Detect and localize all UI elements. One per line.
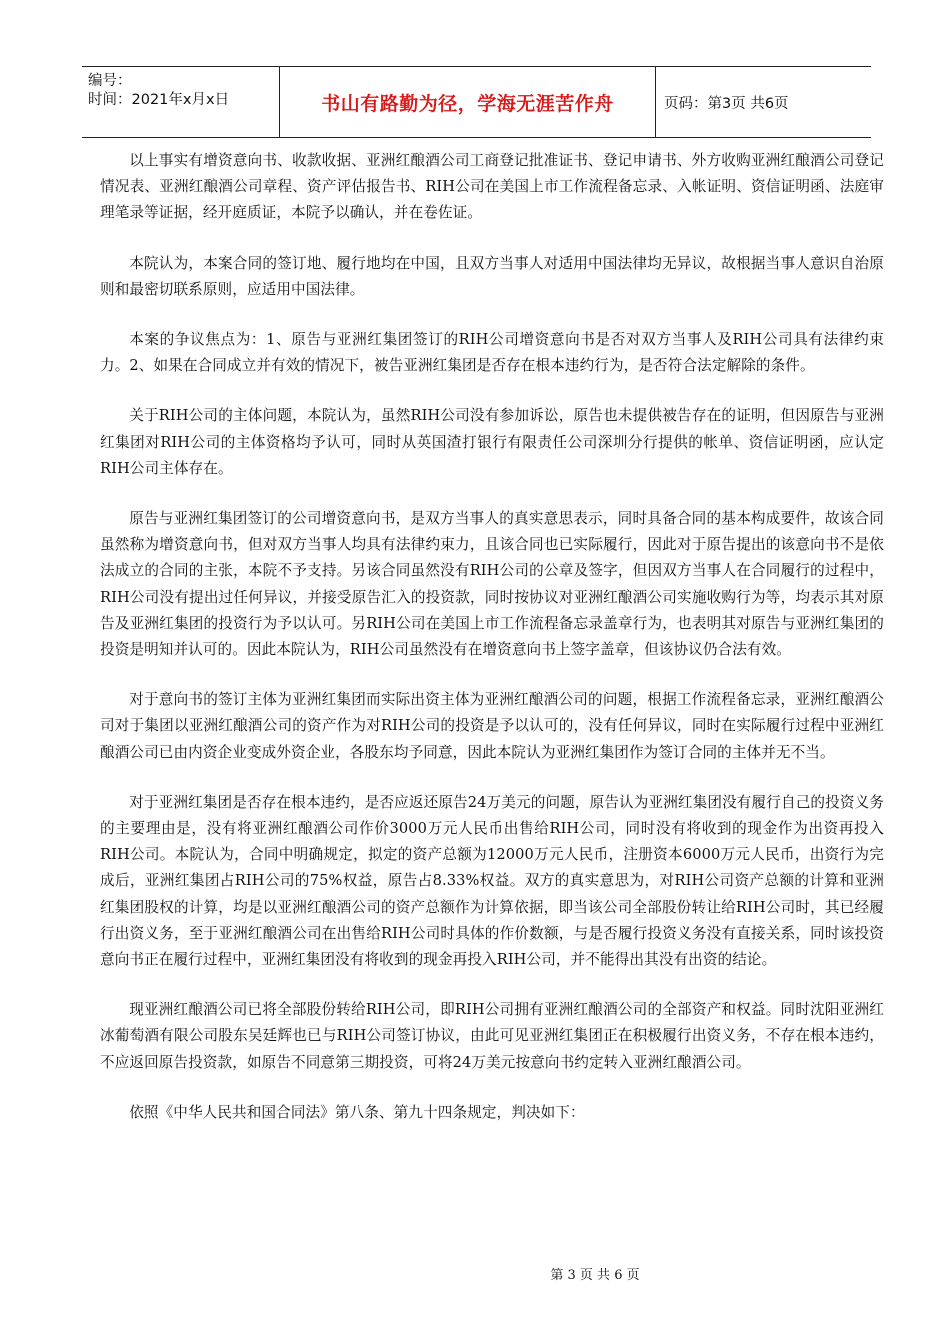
document-time-label: 时间：2021年x月x日 <box>88 92 230 108</box>
paragraph-rih-subject: 关于RIH公司的主体问题，本院认为，虽然RIH公司没有参加诉讼，原告也未提供被告存在的证明，但因原告与亚洲红集团对RIH公司的主体资格均予认可，同时从英国渣打银行有限责任公司深圳分行提供的帐单、资信证明函，应认定RIH公司主体存在。 <box>100 407 884 477</box>
header-motto: 书山有路勤为径，学海无涯苦作舟 <box>280 67 656 137</box>
paragraph-agreement-validity: 原告与亚洲红集团签订的公司增资意向书，是双方当事人的真实意思表示，同时具备合同的基本构成要件，故该合同虽然称为增资意向书，但对双方当事人均具有法律约束力，且该合同也已实际履行，因此对于原告提出的该意向书不是依法成立的合同的主张，本院不予支持。另该合同虽然没有RIH公司的公章及签字，但因双方当事人在合同履行的过程中，RIH公司没有提出过任何异议，并接受原告汇入的投资款，同时按协议对亚洲红酿酒公司实施收购行为等，均表示其对原告及亚洲红集团的投资行为予以认可。另RIH公司在美国上市工作流程备忘录盖章行为，也表明其对原告与亚洲红集团的投资是明知并认可的。因此本院认为，RIH公司虽然没有在增资意向书上签字盖章，但该协议仍合法有效。 <box>100 510 884 659</box>
paragraph-breach-analysis: 对于亚洲红集团是否存在根本违约，是否应返还原告24万美元的问题，原告认为亚洲红集团没有履行自己的投资义务的主要理由是，没有将亚洲红酿酒公司作价3000万元人民币出售给RIH公司，同时没有将收到的现金作为出资再投入RIH公司。本院认为，合同中明确规定，拟定的资产总额为12000万元人民币，注册资本6000万元人民币，出资行为完成后，亚洲红集团占RIH公司的75%权益，原告占8.33%权益。双方的真实意思为，对RIH公司资产总额的计算和亚洲红集团股权的计算，均是以亚洲红酿酒公司的资产总额作为计算依据，即当该公司全部股份转让给RIH公司时，其已经履行出资义务，至于亚洲红酿酒公司在出售给RIH公司时具体的作价数额，与是否履行投资义务没有直接关系，同时该投资意向书正在履行过程中，亚洲红集团没有将收到的现金再投入RIH公司，并不能得出其没有出资的结论。 <box>100 793 884 969</box>
document-body <box>100 148 884 1150</box>
header-info-cell <box>82 67 280 137</box>
paragraph-evidence: 以上事实有增资意向书、收款收据、亚洲红酿酒公司工商登记批准证书、登记申请书、外方收购亚洲红酿酒公司登记情况表、亚洲红酿酒公司章程、资产评估报告书、RIH公司在美国上市工作流程备忘录、入帐证明、资信证明函、法庭审理笔录等证据，经开庭质证，本院予以确认，并在卷佐证。 <box>100 152 884 222</box>
page-footer: 第 3 页 共 6 页 <box>550 1268 640 1283</box>
document-number-label: 编号： <box>88 73 132 89</box>
paragraph-dispute-focus: 本案的争议焦点为：1、原告与亚洲红集团签订的RIH公司增资意向书是否对双方当事人及RIH公司具有法律约束力。2、如果在合同成立并有效的情况下，被告亚洲红集团是否存在根本违约行为，是否符合法定解除的条件。 <box>100 331 884 375</box>
paragraph-applicable-law: 本院认为，本案合同的签订地、履行地均在中国，且双方当事人对适用中国法律均无异议，故根据当事人意识自治原则和最密切联系原则，应适用中国法律。 <box>100 254 884 298</box>
header-page-number: 页码：第3页 共6页 <box>664 95 789 112</box>
header-table <box>82 66 871 138</box>
paragraph-signing-subject: 对于意向书的签订主体为亚洲红集团而实际出资主体为亚洲红酿酒公司的问题，根据工作流程备忘录，亚洲红酿酒公司对于集团以亚洲红酿酒公司的资产作为对RIH公司的投资是予以认可的，没有任何异议，同时在实际履行过程中亚洲红酿酒公司已由内资企业变成外资企业，各股东均予同意，因此本院认为亚洲红集团作为签订合同的主体并无不当。 <box>100 691 884 761</box>
paragraph-judgment-basis: 依照《中华人民共和国合同法》第八条、第九十四条规定，判决如下： <box>129 1103 585 1121</box>
paragraph-share-transfer: 现亚洲红酿酒公司已将全部股份转给RIH公司，即RIH公司拥有亚洲红酿酒公司的全部资产和权益。同时沈阳亚洲红冰葡萄酒有限公司股东吴廷辉也已与RIH公司签订协议，由此可见亚洲红集团正在积极履行出资义务，不存在根本违约，不应返回原告投资款，如原告不同意第三期投资，可将24万美元按意向书约定转入亚洲红酿酒公司。 <box>100 1001 884 1071</box>
